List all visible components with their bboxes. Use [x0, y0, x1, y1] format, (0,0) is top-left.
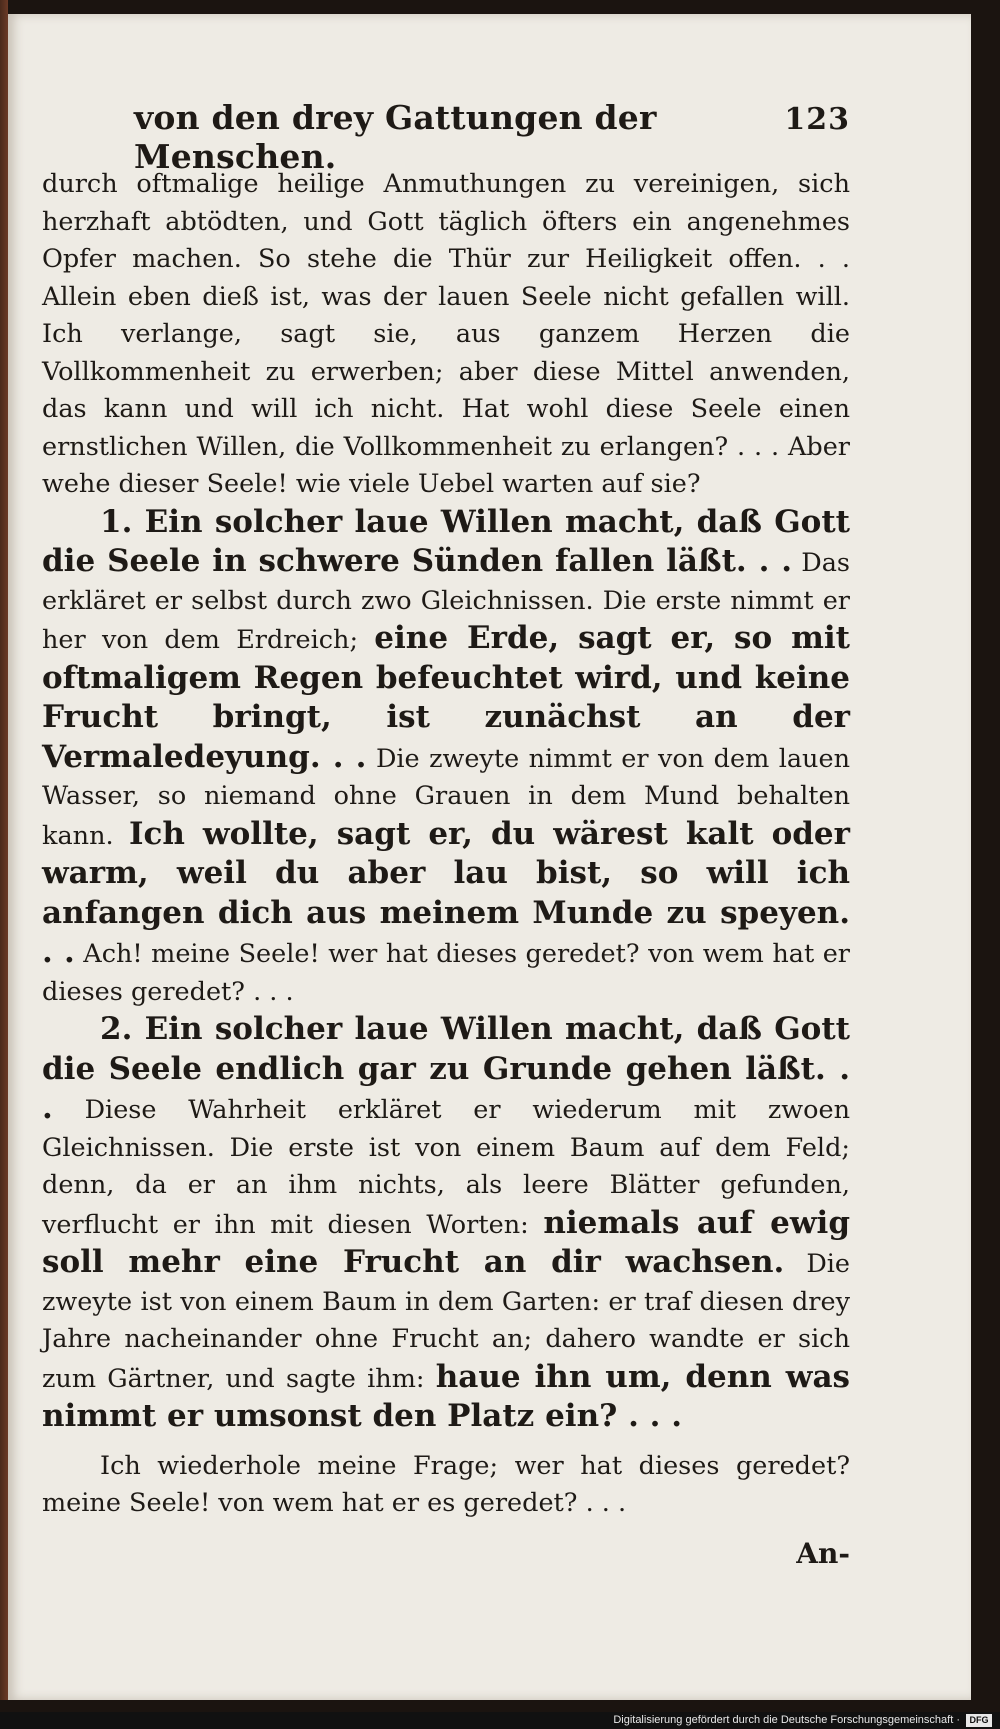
- book-page: [8, 14, 971, 1700]
- point-two-heading: 2. Ein solcher laue Willen macht, daß Gott die Seele endlich gar zu Grunde gehen läßt. . .: [42, 1011, 850, 1126]
- point-two-text-b: Die zweyte ist von einem Baum in dem Garten: er traf diesen drey Jahre nacheinander ohne Frucht an; dahero wandte er sich zum Gärtner, und sagte ihm:: [42, 1249, 851, 1394]
- page-text-block: [42, 98, 850, 1570]
- catchword: An-: [796, 1536, 850, 1570]
- paragraph-point-two: [42, 1011, 850, 1438]
- paragraph-point-one: [42, 504, 850, 1012]
- point-two-quote-cut: haue ihn um, denn was nimmt er umsonst den Platz ein? . . .: [42, 1358, 850, 1434]
- point-two-text-a: Diese Wahrheit erkläret er wiederum mit zwoen Gleichnissen. Die erste ist von einem Baum auf dem Feld; denn, da er an ihm nichts, als leere Blätter gefunden, verflucht er ihn mit diesen Worten:: [42, 1095, 850, 1240]
- funding-note: Digitalisierung gefördert durch die Deutsche Forschungsgemeinschaft ·: [613, 1714, 960, 1726]
- point-two-quote-tree: niemals auf ewig soll mehr eine Frucht an dir wachsen.: [42, 1204, 850, 1280]
- page-number: 123: [784, 102, 850, 137]
- point-one-quote-earth: eine Erde, sagt er, so mit oftmaligem Regen befeuchtet wird, und keine Frucht bringt, ist zunächst an der Vermaledeyung. . .: [42, 620, 850, 775]
- running-head: [134, 98, 850, 176]
- dfg-logo-icon: DFG: [966, 1714, 992, 1727]
- point-one-text-a: Das erkläret er selbst durch zwo Gleichnissen. Die erste nimmt er her von dem Erdreich;: [42, 548, 851, 655]
- paragraph-question: Ich wiederhole meine Frage; wer hat dieses geredet? meine Seele! von wem hat er es geredet? . . .: [42, 1450, 850, 1518]
- book-binding-edge: [0, 0, 8, 1700]
- point-one-text-b: Die zweyte nimmt er von dem lauen Wasser, so niemand ohne Grauen in dem Mund behalten kann.: [42, 743, 850, 851]
- point-one-quote-lukewarm: Ich wollte, sagt er, du wärest kalt oder warm, weil du aber lau bist, so will ich anfangen dich aus meinem Munde zu speyen. . .: [42, 815, 850, 970]
- footer-bar: [0, 1712, 1000, 1729]
- running-head-title: von den drey Gattungen der Menschen.: [134, 98, 657, 176]
- point-one-heading: 1. Ein solcher laue Willen macht, daß Gott die Seele in schwere Sünden fallen läßt. . .: [42, 503, 850, 579]
- point-one-text-c: Ach! meine Seele! wer hat dieses geredet? von wem hat er dieses geredet? . . .: [42, 939, 850, 1007]
- paragraph-continuation: durch oftmalige heilige Anmuthungen zu vereinigen, sich herzhaft abtödten, und Gott täglich öfters ein angenehmes Opfer machen. So stehe die Thür zur Heiligkeit offen. . . Allein eben dieß ist, was der lauen Seele nicht gefallen will. Ich verlange, sagt sie, aus ganzem Herzen die Vollkommenheit zu erwerben; aber diese Mittel anwenden, das kann und will ich nicht. Hat wohl diese Seele einen ernstlichen Willen, die Vollkommenheit zu erlangen? . . . Aber wehe dieser Seele! wie viele Uebel warten auf sie?: [42, 169, 850, 499]
